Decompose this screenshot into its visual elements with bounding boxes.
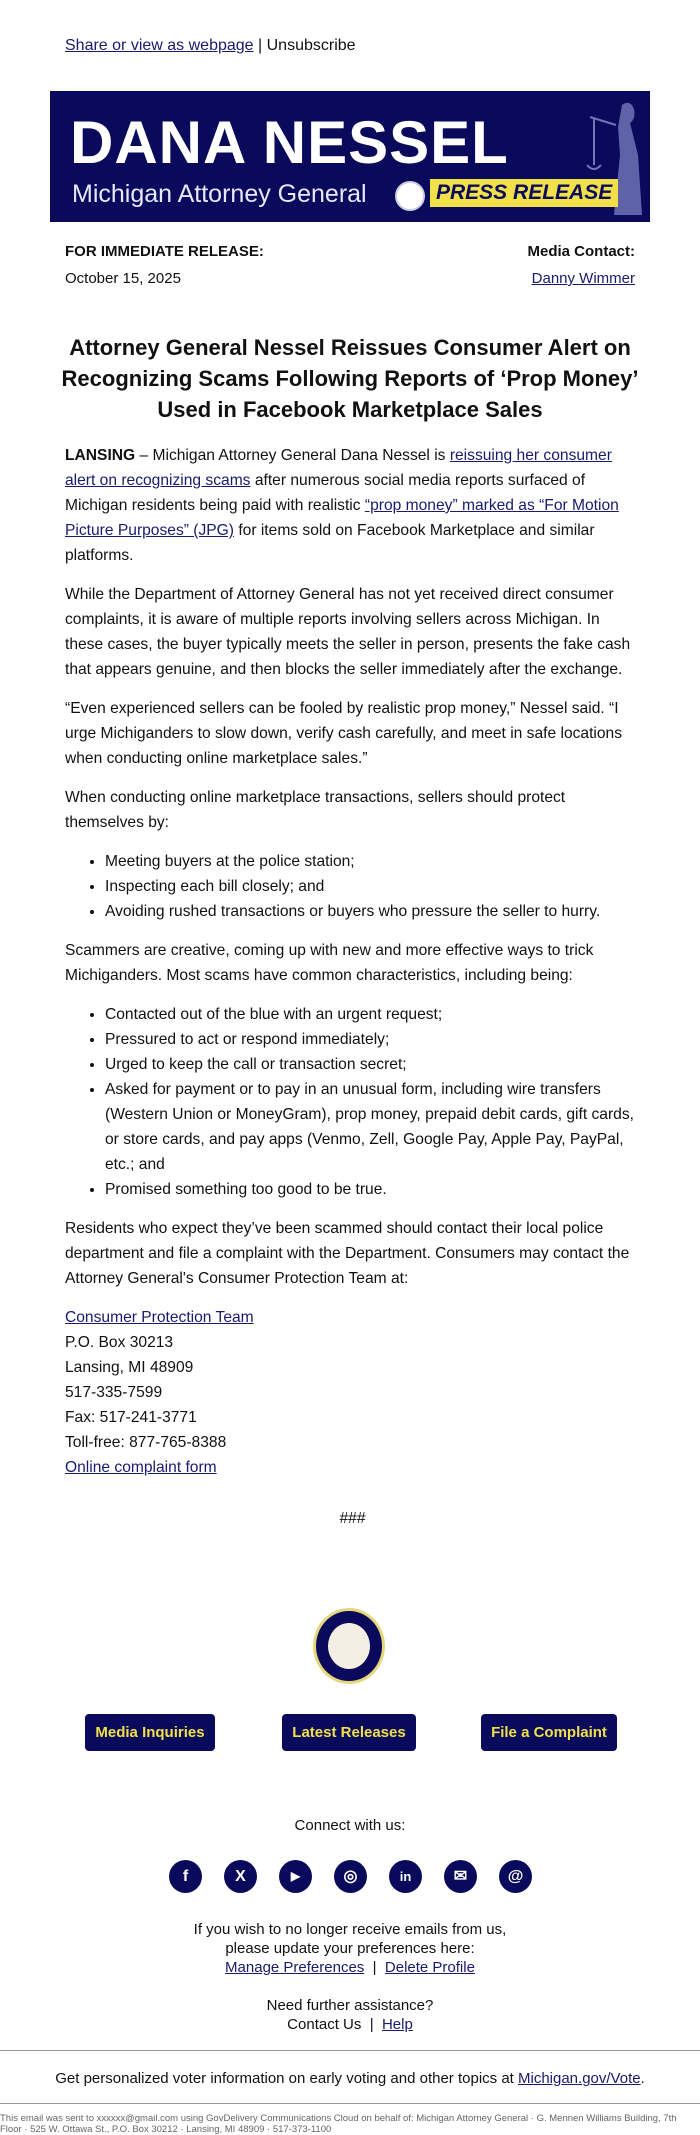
email-icon[interactable]: ✉ bbox=[444, 1860, 477, 1893]
protection-list bbox=[65, 849, 640, 924]
separator: | bbox=[369, 2016, 374, 2033]
online-complaint-form-link[interactable]: Online complaint form bbox=[65, 1459, 217, 1476]
list-item: • Pressured to act or respond immediately; bbox=[105, 1027, 640, 1052]
text: If you wish to no longer receive emails from us, bbox=[193, 1921, 507, 1938]
separator: | bbox=[258, 37, 263, 54]
text: – Michigan Attorney General Dana Nessel is bbox=[135, 447, 450, 464]
linkedin-icon[interactable]: in bbox=[389, 1860, 422, 1893]
youtube-icon[interactable]: ▶ bbox=[279, 1860, 312, 1893]
consumer-protection-team-link[interactable]: Consumer Protection Team bbox=[65, 1309, 254, 1326]
text: . bbox=[640, 2070, 645, 2087]
prop-money-image-link[interactable]: “prop money” marked as “For Motion Picture Purposes” (JPG) bbox=[65, 497, 619, 539]
x-icon[interactable]: X bbox=[224, 1860, 257, 1893]
assistance-block bbox=[0, 1996, 700, 2034]
paragraph-5: Scammers are creative, coming up with new and more effective ways to trick Michiganders. Most scams have common characteristics, including being: bbox=[65, 942, 594, 984]
paragraph-1 bbox=[65, 443, 640, 568]
scam-characteristics-list bbox=[65, 1002, 640, 1202]
text: for items sold on Facebook Marketplace and similar platforms. bbox=[65, 522, 595, 564]
text: please update your preferences here: bbox=[225, 1940, 475, 1957]
article-body bbox=[65, 443, 640, 1531]
paragraph-2: While the Department of Attorney General has not yet received direct consumer complaints, it is aware of multiple reports involving sellers across Michigan. In these cases, the buyer typically meets the seller in person, presents the fake cash that appears genuine, and then blocks the seller immediately after the exchange. bbox=[65, 586, 631, 678]
toll-free: Toll-free: 877-765-8388 bbox=[65, 1434, 227, 1451]
consumer-alert-link[interactable]: reissuing her consumer alert on recognizing scams bbox=[65, 447, 612, 489]
help-link[interactable]: Help bbox=[381, 2016, 413, 2033]
text: Need further assistance? bbox=[266, 1997, 434, 2014]
release-label: FOR IMMEDIATE RELEASE: bbox=[65, 243, 264, 260]
release-header bbox=[65, 238, 635, 292]
text: after numerous social media reports surfaced of Michigan residents being paid with realistic bbox=[65, 472, 586, 514]
separator: | bbox=[372, 1959, 377, 1976]
instagram-icon[interactable]: ◎ bbox=[334, 1860, 367, 1893]
voter-info bbox=[0, 2070, 700, 2087]
list-item: • Urged to keep the call or transaction secret; bbox=[105, 1052, 640, 1077]
manage-preferences-link[interactable]: Manage Preferences bbox=[225, 1959, 365, 1976]
list-item: • Inspecting each bill closely; and bbox=[105, 874, 640, 899]
city: Lansing, MI 48909 bbox=[65, 1359, 194, 1376]
threads-icon[interactable]: @ bbox=[499, 1860, 532, 1893]
paragraph-6: Residents who expect they’ve been scammed should contact their local police department and file a complaint with the Department. Consumers may contact the Attorney General's Consumer Protection Team at: bbox=[65, 1220, 630, 1287]
divider bbox=[0, 2050, 700, 2051]
press-release-badge: PRESS RELEASE bbox=[430, 179, 618, 207]
file-complaint-button[interactable]: File a Complaint bbox=[481, 1714, 617, 1751]
banner bbox=[50, 91, 650, 222]
release-date: October 15, 2025 bbox=[65, 270, 181, 287]
media-contact-link[interactable]: Danny Wimmer bbox=[531, 270, 635, 287]
paragraph-3: “Even experienced sellers can be fooled by realistic prop money,” Nessel said. “I urge Michiganders to slow down, verify cash carefully, and meet in safe locations when conducting online marketplace sales.” bbox=[65, 700, 623, 767]
seal-icon bbox=[395, 181, 425, 211]
dateline: LANSING bbox=[65, 447, 136, 464]
divider bbox=[0, 2103, 700, 2104]
delete-profile-link[interactable]: Delete Profile bbox=[384, 1959, 475, 1976]
connect-label: Connect with us: bbox=[294, 1817, 406, 1834]
preferences-block bbox=[0, 1920, 700, 1977]
contact-us-link[interactable]: Contact Us bbox=[287, 2016, 362, 2033]
list-item: • Avoiding rushed transactions or buyers who pressure the seller to hurry. bbox=[105, 899, 640, 924]
list-item: • Contacted out of the blue with an urgent request; bbox=[105, 1002, 640, 1027]
michigan-vote-link[interactable]: Michigan.gov/Vote bbox=[518, 2070, 641, 2087]
top-links bbox=[65, 37, 356, 55]
phone: 517-335-7599 bbox=[65, 1384, 163, 1401]
facebook-icon[interactable]: f bbox=[169, 1860, 202, 1893]
michigan-ag-seal-icon bbox=[313, 1608, 385, 1684]
banner-name: DANA NESSEL bbox=[70, 109, 509, 176]
fax: Fax: 517-241-3771 bbox=[65, 1409, 197, 1426]
text: Get personalized voter information on early voting and other topics at bbox=[55, 2070, 518, 2087]
paragraph-4: When conducting online marketplace transactions, sellers should protect themselves by: bbox=[65, 789, 566, 831]
po-box: P.O. Box 30213 bbox=[65, 1334, 174, 1351]
footer-text: This email was sent to xxxxxx@gmail.com using GovDelivery Communications Cloud on behalf of: Michigan Attorney General · G. Mennen Williams Building, 7th Floor · 525 W. Ottawa St., P.O. Box 30212 · Lansing, MI 48909 · 517-373-1100 bbox=[0, 2113, 677, 2135]
page-title: Attorney General Nessel Reissues Consumer Alert on Recognizing Scams Following Reports of ‘Prop Money’ Used in Facebook Marketplace Sales bbox=[61, 335, 639, 422]
contact-address bbox=[65, 1305, 640, 1480]
latest-releases-button[interactable]: Latest Releases bbox=[282, 1714, 416, 1751]
list-item: • Meeting buyers at the police station; bbox=[105, 849, 640, 874]
list-item: • Promised something too good to be true. bbox=[105, 1177, 640, 1202]
banner-subtitle: Michigan Attorney General bbox=[72, 180, 367, 208]
list-item: • Asked for payment or to pay in an unusual form, including wire transfers (Western Union or MoneyGram), prop money, prepaid debit cards, gift cards, or store cards, and pay apps (Venmo, Zell, Google Pay, Apple Pay, PayPal, etc.; and bbox=[105, 1077, 640, 1177]
end-marker: ### bbox=[339, 1510, 366, 1527]
unsubscribe-link[interactable]: Unsubscribe bbox=[266, 37, 356, 54]
share-link[interactable]: Share or view as webpage bbox=[65, 37, 254, 54]
media-inquiries-button[interactable]: Media Inquiries bbox=[85, 1714, 215, 1751]
media-contact-label: Media Contact: bbox=[527, 243, 635, 260]
